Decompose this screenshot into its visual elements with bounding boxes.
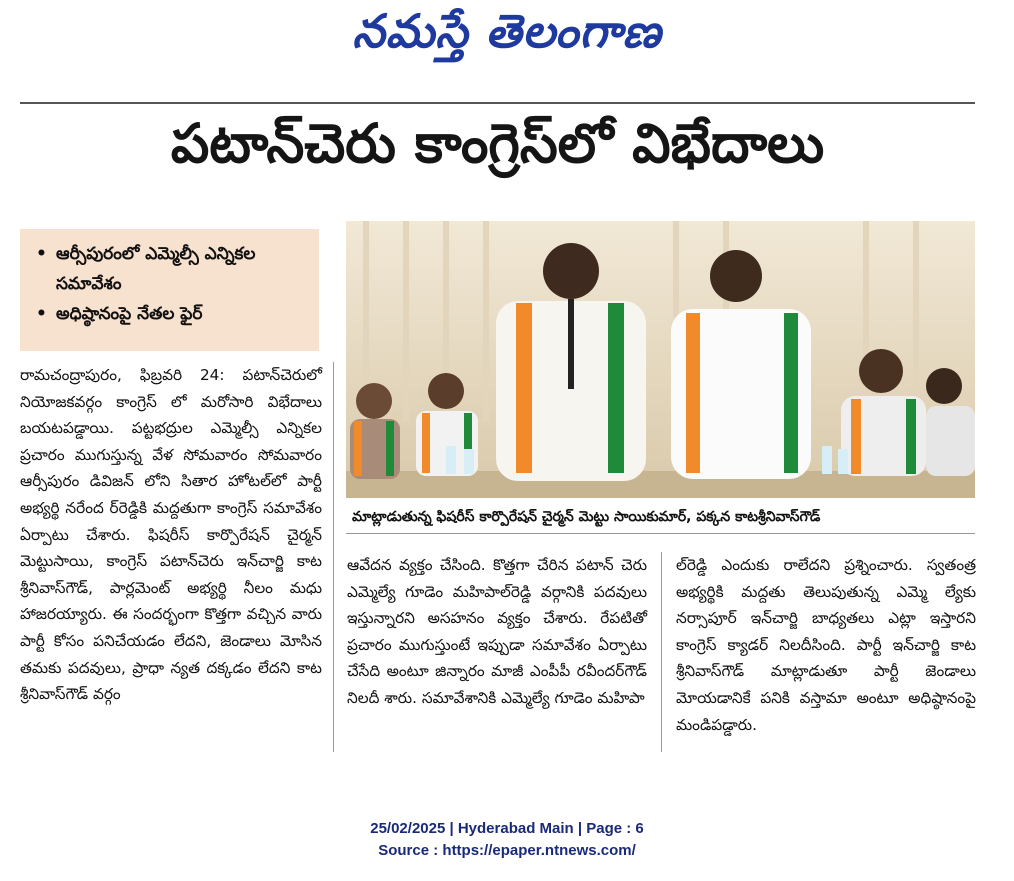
news-photo: [346, 221, 975, 498]
article-column-3: ల్‌రెడ్డి ఎందుకు రాలేదని ప్రశ్నించారు. స్వతంత్ర అభ్యర్థికి మద్దతు తెలుపుతున్న ఎమ్మె ల్యేకు నర్సాపూర్ ఇన్‌చార్జి బాధ్యతలు ఎట్లా ఇస్తారని కాంగ్రెస్ క్యాడర్ నిలదీసింది. పార్టీ ఇన్‌చార్జి కాట శ్రీనివాస్‌గౌడ్ మాట్లాడుతూ పార్టీ జెండాలు మోయడానికే పనికి వస్తామా అంటూ అధిష్ఠానంపై మండిపడ్డారు.: [676, 556, 976, 734]
photo-caption: మాట్లాడుతున్న ఫిషరీస్ కార్పొరేషన్ చైర్మన్ మెట్టు సాయికుమార్, పక్కన కాటశ్రీనివాస్‌గౌడ్: [346, 500, 975, 534]
highlight-text: ఆర్సీపురంలో ఎమ్మెల్సీ ఎన్నికల సమావేశం: [56, 244, 256, 294]
bullet-icon: •: [36, 304, 47, 324]
meeting-photo-illustration: [346, 221, 975, 498]
article-column-2: ఆవేదన వ్యక్తం చేసింది. కొత్తగా చేరిన పటాన్ చెరు ఎమ్మెల్యే గూడెం మహిపాల్‌రెడ్డి వర్గానికి పదవులు ఇస్తున్నారని అసహనం వ్యక్తం చేశారు. రేపటితో ప్రచారం ముగుస్తుంటే ఇప్పుడా సమావేశం ఏర్పాటు చేసేది అంటూ జిన్నారం మాజీ ఎంపీపీ రవీందర్‌గౌడ్ నిలదీ శారు. సమావేశానికి ఎమ్మెల్యే గూడెం మహిపా: [347, 556, 647, 707]
highlight-item: [36, 239, 309, 299]
footer-source-link[interactable]: Source : https://epaper.ntnews.com/: [378, 842, 636, 859]
article-headline: పటాన్‌చెరు కాంగ్రెస్‌లో విభేదాలు: [170, 112, 825, 175]
column-divider: [661, 552, 662, 752]
newspaper-masthead: నమస్తే తెలంగాణ: [352, 4, 662, 58]
column-divider: [333, 362, 334, 752]
footer-date-edition: 25/02/2025 | Hyderabad Main | Page : 6: [370, 820, 644, 837]
highlight-item: [36, 299, 309, 329]
masthead-divider: [20, 102, 975, 104]
article-column-1: రామచంద్రాపురం, ఫిబ్రవరి 24: పటాన్‌చెరులో నియోజకవర్గం కాంగ్రెస్ లో మరోసారి విభేదాలు బయటపడ్డాయి. పట్టభద్రుల ఎమ్మెల్సీ ఎన్నికల ప్రచారం ముగుస్తున్న వేళ సోమవారం సోమవారం ఆర్సీపురం డివిజన్ లోని సితార హోటల్‌లో పార్టీ అభ్యర్థి నరేంద ర్‌రెడ్డికి మద్దతుగా కాంగ్రెస్ సమావేశం ఏర్పాటు చేశారు. ఫిషరీస్ కార్పొరేషన్ చైర్మన్ మెట్టుసాయి, కాంగ్రెస్ పటాన్‌చెరు ఇన్‌చార్జి కాట శ్రీనివాస్‌గౌడ్, పార్లమెంట్ అభ్యర్థి నీలం మధు హాజరయ్యారు. ఈ సందర్భంగా కొత్తగా వచ్చిన వారు పార్టీ కోసం పనిచేయడం లేదని, జెండాలు మోసిన తమకు పదవులు, ప్రాధా న్యత దక్కడం లేదని కాట శ్రీనివాస్‌గౌడ్ వర్గం: [20, 366, 322, 704]
bullet-icon: •: [36, 244, 47, 264]
highlight-text: అధిష్ఠానంపై నేతల ఫైర్: [56, 304, 203, 324]
highlights-box: [20, 229, 319, 351]
